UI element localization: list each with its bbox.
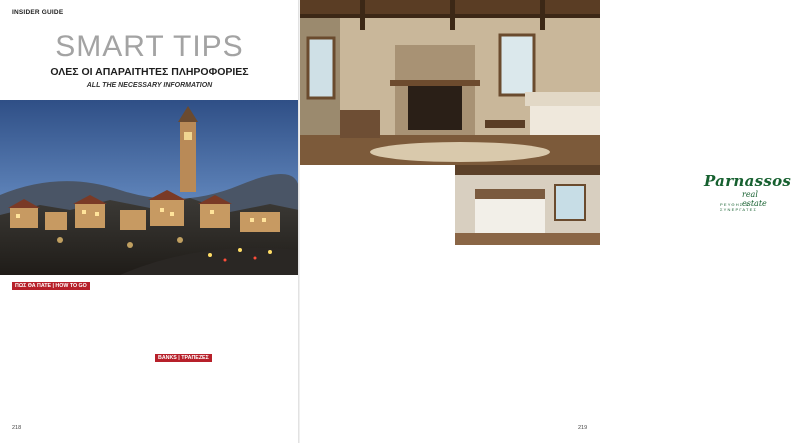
logo-tagline: ΡΕΥΘΗΣ & ΣΥΝΕΡΓΑΤΕΣ <box>720 202 758 212</box>
bedroom-photo <box>455 165 600 245</box>
page-title: SMART TIPS <box>55 30 244 63</box>
how-to-go-heading: ΠΩΣ ΘΑ ΠΑΤΕ | HOW TO GO <box>12 282 90 290</box>
page-number-left: 218 <box>12 425 22 431</box>
subtitle-greek: ΟΛΕΣ ΟΙ ΑΠΑΡΑΙΤΗΤΕΣ ΠΛΗΡΟΦΟΡΙΕΣ <box>50 66 249 78</box>
banks-heading: ΒΑΝΚS | ΤΡΑΠΕΖΕΣ <box>155 354 212 362</box>
logo-subtitle: real estate <box>742 190 767 208</box>
subtitle-english: ALL THE NECESSARY INFORMATION <box>86 82 213 89</box>
left-page <box>0 0 299 443</box>
interior-photo <box>300 0 600 165</box>
page-number-right: 219 <box>578 425 588 431</box>
section-tag: INSIDER GUIDE <box>12 9 64 16</box>
right-page <box>300 0 791 443</box>
parnassos-logo: Parnassos <box>704 172 791 190</box>
arachova-night-photo <box>0 100 299 275</box>
